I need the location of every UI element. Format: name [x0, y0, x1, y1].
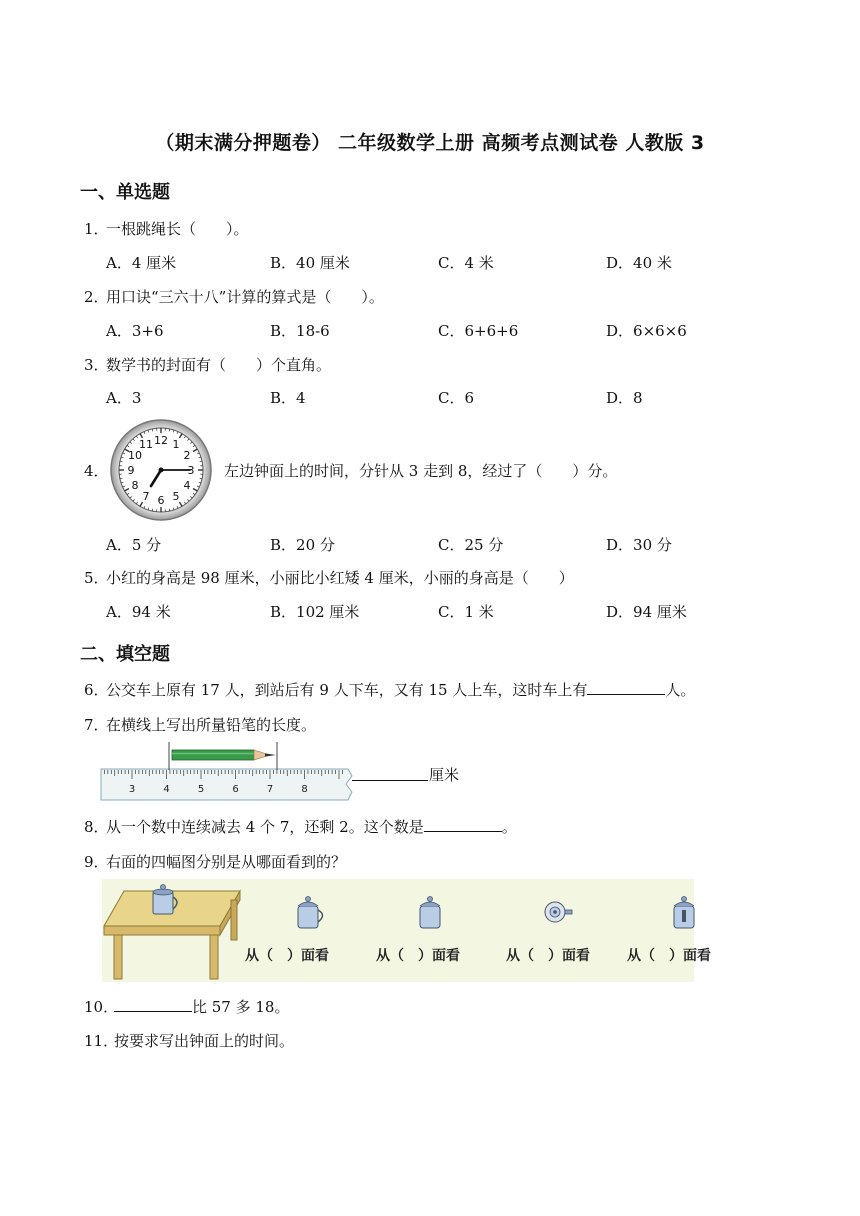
question-number: 11． — [84, 1032, 119, 1050]
clock-number: 1 — [172, 438, 180, 452]
clock-image — [106, 418, 216, 522]
clock-center — [159, 468, 164, 473]
q3-option-c[interactable]: C．6 — [438, 389, 475, 407]
q1-option-c[interactable]: C．4 米 — [438, 254, 494, 272]
ruler-number: 8 — [301, 784, 308, 795]
clock-number: 7 — [142, 489, 150, 503]
ruler-number: 4 — [163, 784, 170, 795]
q3-option-b[interactable]: B．4 — [270, 389, 306, 407]
q5-option-c[interactable]: C．1 米 — [438, 603, 494, 621]
question-text: 用口诀“三六十八”计算的算式是（ ）。 — [106, 288, 384, 306]
clock-number: 2 — [183, 449, 191, 462]
answer-blank[interactable] — [587, 680, 665, 695]
answer-blank[interactable] — [424, 817, 502, 832]
question-number: 1． — [84, 220, 109, 238]
question-3 — [84, 354, 331, 375]
clock-number: 5 — [172, 489, 180, 503]
clock-number: 12 — [154, 434, 168, 447]
ruler-number: 5 — [197, 784, 205, 795]
question-1 — [84, 218, 249, 239]
views-image — [102, 879, 711, 982]
ruler-number: 6 — [232, 784, 239, 795]
ruler-number: 3 — [128, 784, 136, 795]
question-4-text: 左边钟面上的时间，分针从 3 走到 8，经过了（ ）分。 — [224, 462, 618, 480]
q3-option-d[interactable]: D．8 — [606, 389, 643, 407]
question-text: 在横线上写出所量铅笔的长度。 — [106, 716, 317, 734]
clock-number: 4 — [183, 479, 191, 492]
question-number: 9． — [84, 853, 109, 871]
q4-option-a[interactable]: A．5 分 — [106, 536, 162, 554]
ruler-pencil-image — [100, 740, 356, 802]
q4-option-b[interactable]: B．20 分 — [270, 536, 335, 554]
question-text: 按要求写出钟面上的时间。 — [114, 1032, 295, 1050]
q5-option-b[interactable]: B．102 厘米 — [270, 603, 360, 621]
question-text: 数学书的封面有（ ）个直角。 — [106, 356, 332, 374]
question-number: 6． — [84, 681, 109, 699]
question-9 — [84, 851, 346, 872]
unit-label: 厘米 — [429, 766, 460, 784]
answer-blank[interactable] — [114, 997, 192, 1012]
question-text: 一根跳绳长（ ）。 — [106, 220, 249, 238]
pencil — [172, 750, 276, 760]
clock-number: 6 — [157, 494, 165, 507]
q2-option-a[interactable]: A．3+6 — [106, 322, 164, 340]
page-title: （期末满分押题卷） 二年级数学上册 高频考点测试卷 人教版 3 — [155, 132, 705, 154]
clock-number: 10 — [128, 449, 143, 462]
question-5 — [84, 567, 574, 588]
clock-number: 9 — [127, 464, 135, 477]
clock-number: 11 — [139, 438, 153, 452]
q1-option-b[interactable]: B．40 厘米 — [270, 254, 350, 272]
question-11 — [84, 1030, 294, 1051]
view-label-2: 从（ ）面看 — [376, 948, 460, 964]
question-text: 右面的四幅图分别是从哪面看到的？ — [106, 853, 347, 871]
q3-option-a[interactable]: A．3 — [106, 389, 142, 407]
section-heading-single-choice: 一、单选题 — [80, 182, 170, 203]
q5-option-a[interactable]: A．94 米 — [106, 603, 171, 621]
question-text: 小红的身高是 98 厘米，小丽比小红矮 4 厘米，小丽的身高是（ ） — [106, 569, 574, 587]
question-4-number: 4． — [84, 462, 109, 480]
question-number: 7． — [84, 716, 109, 734]
question-number: 8． — [84, 818, 109, 836]
question-8: 8．从一个数中连续减去 4 个 7，还剩 2。这个数是 。 — [84, 818, 517, 836]
section-heading-fill-blank: 二、填空题 — [80, 644, 170, 665]
question-6: 6．公交车上原有 17 人，到站后有 9 人下车，又有 15 人上车，这时车上有 人。 — [84, 681, 696, 699]
clock-number: 8 — [131, 479, 139, 492]
ruler-number: 7 — [266, 784, 274, 795]
q5-option-d[interactable]: D．94 厘米 — [606, 603, 687, 621]
question-number: 3． — [84, 356, 109, 374]
q4-option-c[interactable]: C．25 分 — [438, 536, 504, 554]
q2-option-c[interactable]: C．6+6+6 — [438, 322, 519, 340]
question-7 — [84, 714, 316, 735]
q1-option-a[interactable]: A．4 厘米 — [106, 254, 177, 272]
question-number: 5． — [84, 569, 109, 587]
question-number: 10． — [84, 998, 119, 1016]
answer-blank[interactable] — [352, 764, 428, 781]
view-label-1: 从（ ）面看 — [245, 948, 329, 964]
question-10: 10． 比 57 多 18。 — [84, 998, 290, 1016]
view-label-4: 从（ ）面看 — [627, 948, 711, 964]
q2-option-d[interactable]: D．6×6×6 — [606, 322, 687, 340]
q4-option-d[interactable]: D．30 分 — [606, 536, 672, 554]
question-number: 2． — [84, 288, 109, 306]
question-2 — [84, 286, 384, 307]
q2-option-b[interactable]: B．18-6 — [270, 322, 330, 340]
q1-option-d[interactable]: D．40 米 — [606, 254, 672, 272]
view-label-3: 从（ ）面看 — [506, 948, 590, 964]
clock-number: 3 — [187, 464, 195, 477]
